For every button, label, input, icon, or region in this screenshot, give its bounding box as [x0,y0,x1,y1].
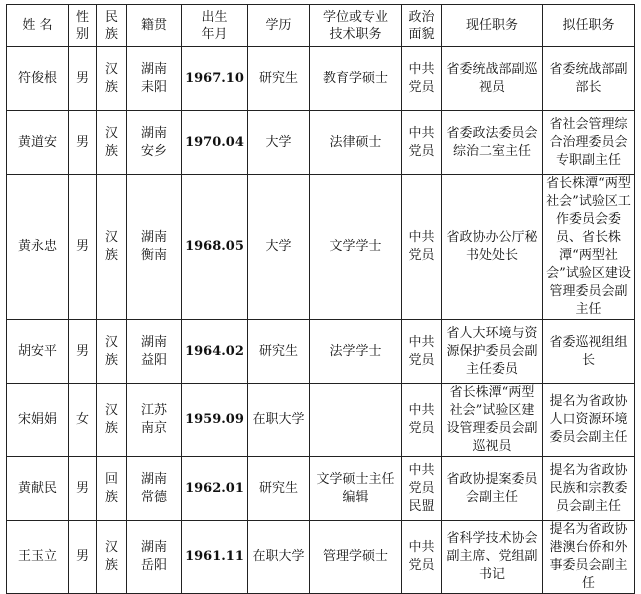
cell-birth: 1968.05 [182,175,248,320]
cell-name: 宋娟娟 [7,384,69,457]
cell-politics: 中共 党员 [402,320,442,384]
cell-name: 王玉立 [7,521,69,594]
cell-gender: 男 [69,47,97,111]
header-education: 学历 [248,5,310,47]
cell-birth: 1961.11 [182,521,248,594]
cell-current-post: 省政协办公厅秘书处处长 [442,175,543,320]
cell-education: 研究生 [248,320,310,384]
cell-origin: 湖南 益阳 [127,320,182,384]
cell-name: 黄献民 [7,457,69,521]
cell-origin: 江苏 南京 [127,384,182,457]
cell-origin: 湖南 衡南 [127,175,182,320]
cell-proposed-post: 省长株潭“两型社会”试验区工作委员会委员、省长株潭“两型社会”试验区建设管理委员会副主任 [543,175,635,320]
cell-current-post: 省科学技术协会副主席、党组副书记 [442,521,543,594]
cell-education: 在职大学 [248,384,310,457]
cell-proposed-post: 省委统战部副部长 [543,47,635,111]
cell-education: 大学 [248,175,310,320]
cell-gender: 女 [69,384,97,457]
cell-ethnicity: 汉 族 [97,521,127,594]
cell-gender: 男 [69,320,97,384]
table-row [7,457,635,521]
cell-birth: 1967.10 [182,47,248,111]
cell-birth: 1964.02 [182,320,248,384]
cell-name: 胡安平 [7,320,69,384]
header-origin: 籍贯 [127,5,182,47]
cell-gender: 男 [69,175,97,320]
table-row [7,384,635,457]
header-proposed-post: 拟任职务 [543,5,635,47]
table-row [7,521,635,594]
cell-current-post: 省长株潭“两型社会”试验区建设管理委员会副巡视员 [442,384,543,457]
cell-gender: 男 [69,457,97,521]
cell-education: 研究生 [248,457,310,521]
cell-name: 黄永忠 [7,175,69,320]
cell-degree: 文学学士 [310,175,402,320]
cell-education: 大学 [248,111,310,175]
header-name: 姓 名 [7,5,69,47]
table-row [7,111,635,175]
cell-name: 黄道安 [7,111,69,175]
header-degree: 学位或专业 技术职务 [310,5,402,47]
cell-degree: 法律硕士 [310,111,402,175]
header-gender: 性 别 [69,5,97,47]
cell-politics: 中共 党员 [402,384,442,457]
cell-current-post: 省人大环境与资源保护委员会副主任委员 [442,320,543,384]
cell-origin: 湖南 安乡 [127,111,182,175]
cell-education: 在职大学 [248,521,310,594]
cell-current-post: 省政协提案委员会副主任 [442,457,543,521]
header-birth: 出生 年月 [182,5,248,47]
header-current-post: 现任职务 [442,5,543,47]
cell-politics: 中共 党员 [402,47,442,111]
header-row [7,5,635,47]
cell-current-post: 省委政法委员会综治二室主任 [442,111,543,175]
cell-degree [310,384,402,457]
header-ethnicity: 民 族 [97,5,127,47]
cell-proposed-post: 提名为省政协港澳台侨和外事委员会副主任 [543,521,635,594]
cell-birth: 1970.04 [182,111,248,175]
cell-ethnicity: 汉 族 [97,47,127,111]
cell-politics: 中共 党员 [402,111,442,175]
cell-origin: 湖南 常德 [127,457,182,521]
cell-ethnicity: 回 族 [97,457,127,521]
cadre-table [6,4,635,594]
cell-proposed-post: 省社会管理综合治理委员会专职副主任 [543,111,635,175]
cell-origin: 湖南 岳阳 [127,521,182,594]
cell-politics: 中共 党员 [402,175,442,320]
cell-proposed-post: 提名为省政协民族和宗教委员会副主任 [543,457,635,521]
cell-ethnicity: 汉 族 [97,175,127,320]
cell-ethnicity: 汉 族 [97,384,127,457]
cell-birth: 1962.01 [182,457,248,521]
cell-education: 研究生 [248,47,310,111]
cell-gender: 男 [69,111,97,175]
cell-degree: 文学硕士主任编辑 [310,457,402,521]
cell-politics: 中共 党员 [402,521,442,594]
table-row [7,175,635,320]
cell-current-post: 省委统战部副巡视员 [442,47,543,111]
cell-degree: 教育学硕士 [310,47,402,111]
cell-ethnicity: 汉 族 [97,111,127,175]
cell-gender: 男 [69,521,97,594]
cell-birth: 1959.09 [182,384,248,457]
cell-ethnicity: 汉 族 [97,320,127,384]
cell-degree: 管理学硕士 [310,521,402,594]
cell-politics: 中共 党员 民盟 [402,457,442,521]
cell-proposed-post: 省委巡视组组长 [543,320,635,384]
table-row [7,320,635,384]
cell-origin: 湖南 耒阳 [127,47,182,111]
table-row [7,47,635,111]
cell-degree: 法学学士 [310,320,402,384]
cell-name: 符俊根 [7,47,69,111]
header-politics: 政治 面貌 [402,5,442,47]
cell-proposed-post: 提名为省政协人口资源环境委员会副主任 [543,384,635,457]
